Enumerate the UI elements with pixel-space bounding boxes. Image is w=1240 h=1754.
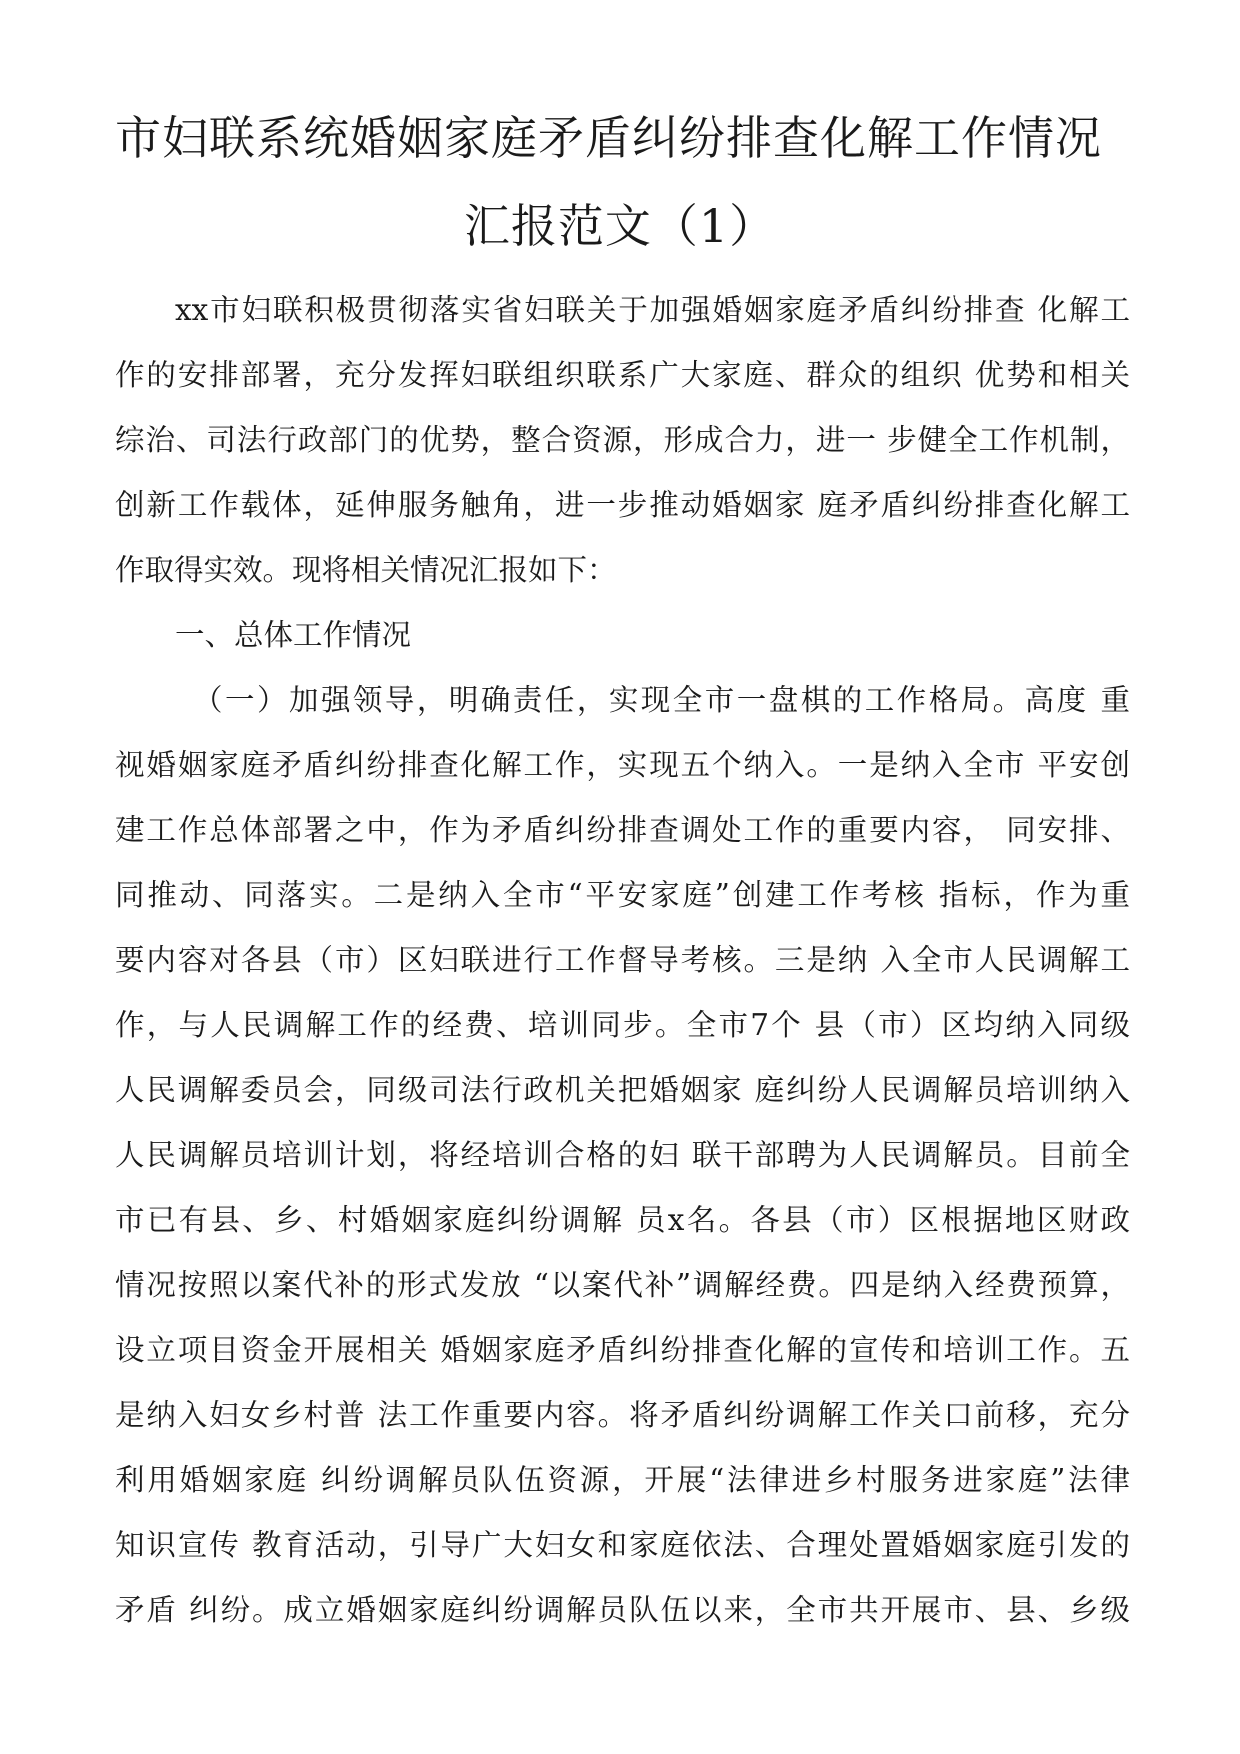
paragraph-line: xx市妇联积极贯彻落实省妇联关于加强婚姻家庭矛盾纠纷排查 化解工: [175, 293, 1130, 327]
paragraph-line: 设立项目资金开展相关 婚姻家庭矛盾纠纷排查化解的宣传和培训工作。五: [115, 1333, 1130, 1367]
paragraph-line: 作的安排部署，充分发挥妇联组织联系广大家庭、群众的组织 优势和相关: [115, 358, 1130, 392]
paragraph-line: 知识宣传 教育活动，引导广大妇女和家庭依法、合理处置婚姻家庭引发的: [115, 1528, 1130, 1562]
paragraph-line: 创新工作载体，延伸服务触角，进一步推动婚姻家 庭矛盾纠纷排查化解工: [115, 488, 1130, 522]
paragraph-line: 矛盾 纠纷。成立婚姻家庭纠纷调解员队伍以来，全市共开展市、县、乡级: [115, 1593, 1130, 1627]
paragraph-line: 要内容对各县（市）区妇联进行工作督导考核。三是纳 入全市人民调解工: [115, 943, 1130, 977]
paragraph-line: 作取得实效。现将相关情况汇报如下：: [115, 553, 617, 587]
paragraph-line: 视婚姻家庭矛盾纠纷排查化解工作，实现五个纳入。一是纳入全市 平安创: [115, 748, 1130, 782]
document-title-line1: 市妇联系统婚姻家庭矛盾纠纷排查化解工作情况: [115, 111, 1102, 165]
paragraph-line: 利用婚姻家庭 纠纷调解员队伍资源，开展“法律进乡村服务进家庭”法律: [115, 1463, 1130, 1497]
paragraph-line: 作，与人民调解工作的经费、培训同步。全市7个 县（市）区均纳入同级: [115, 1008, 1130, 1042]
document-body: [115, 278, 1130, 1643]
paragraph-line: （一）加强领导，明确责任，实现全市一盘棋的工作格局。高度 重: [193, 683, 1130, 717]
paragraph-line: 建工作总体部署之中，作为矛盾纠纷排查调处工作的重要内容， 同安排、: [115, 813, 1130, 847]
paragraph-line: 情况按照以案代补的形式发放 “以案代补”调解经费。四是纳入经费预算，: [115, 1268, 1130, 1302]
paragraph-line: 市已有县、乡、村婚姻家庭纠纷调解 员x名。各县（市）区根据地区财政: [115, 1203, 1130, 1237]
paragraph-line: 人民调解委员会，同级司法行政机关把婚姻家 庭纠纷人民调解员培训纳入: [115, 1073, 1130, 1107]
document-title-line2: 汇报范文（1）: [463, 199, 777, 253]
section-heading: 一、总体工作情况: [175, 618, 412, 652]
paragraph-line: 综治、司法行政部门的优势，整合资源，形成合力，进一 步健全工作机制，: [115, 423, 1130, 457]
paragraph-line: 人民调解员培训计划，将经培训合格的妇 联干部聘为人民调解员。目前全: [115, 1138, 1130, 1172]
paragraph-line: 是纳入妇女乡村普 法工作重要内容。将矛盾纠纷调解工作关口前移，充分: [115, 1398, 1130, 1432]
paragraph-line: 同推动、同落实。二是纳入全市“平安家庭”创建工作考核 指标，作为重: [115, 878, 1130, 912]
